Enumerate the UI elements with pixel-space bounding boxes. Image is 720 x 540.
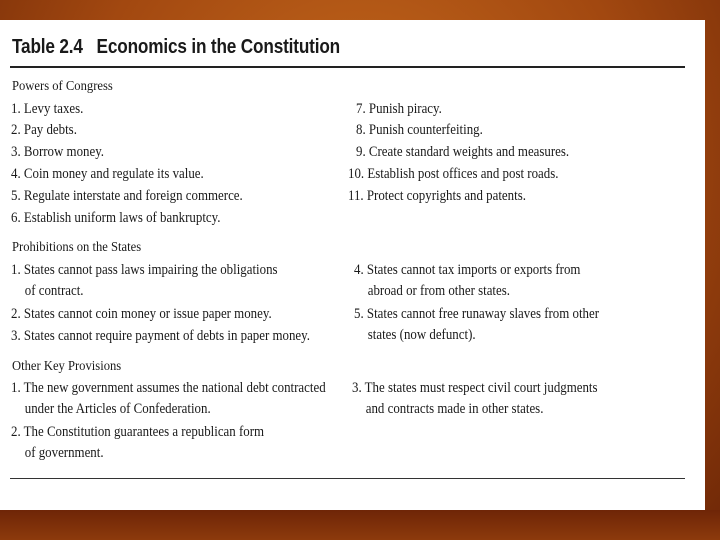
table-image <box>0 20 705 510</box>
list-item: 3. The states must respect civil court judgments and contracts made in other states. <box>352 380 598 417</box>
table-number: Table 2.4 <box>12 36 83 58</box>
list-item: 1. States cannot pass laws impairing the obligations of contract. <box>11 262 278 299</box>
bottom-rule <box>10 478 685 479</box>
list-item: 3. States cannot require payment of debts in paper money. <box>11 328 311 344</box>
list-item: 1. The new government assumes the national debt contracted under the Articles of Confederation. <box>11 380 326 417</box>
list-item: 5. States cannot free runaway slaves from other states (now defunct). <box>354 306 600 343</box>
list-item: 1. Levy taxes. <box>11 101 84 117</box>
list-item: 4. Coin money and regulate its value. <box>11 166 204 182</box>
section-heading-other-key-provisions: Other Key Provisions <box>12 359 122 374</box>
list-item: 2. Pay debts. <box>11 122 77 138</box>
list-item: 5. Regulate interstate and foreign commerce. <box>11 188 243 204</box>
list-item: 8. Punish counterfeiting. <box>356 122 483 138</box>
list-item: 3. Borrow money. <box>11 144 105 160</box>
list-item: 11. Protect copyrights and patents. <box>348 188 526 204</box>
top-rule <box>10 66 685 68</box>
list-item: 2. States cannot coin money or issue paper money. <box>11 306 272 322</box>
list-item: 9. Create standard weights and measures. <box>356 144 570 160</box>
list-item: 6. Establish uniform laws of bankruptcy. <box>11 210 221 226</box>
table-title-text: Economics in the Constitution <box>96 36 341 58</box>
list-item: 10. Establish post offices and post roads. <box>348 166 559 182</box>
table-title <box>12 36 340 59</box>
list-item: 2. The Constitution guarantees a republican form of government. <box>11 424 265 461</box>
section-heading-prohibitions-on-the-states: Prohibitions on the States <box>12 240 142 255</box>
slide-bottom-band <box>0 510 720 540</box>
section-heading-powers-of-congress: Powers of Congress <box>12 79 113 94</box>
list-item: 4. States cannot tax imports or exports from abroad or from other states. <box>354 262 581 299</box>
list-item: 7. Punish piracy. <box>356 101 442 117</box>
